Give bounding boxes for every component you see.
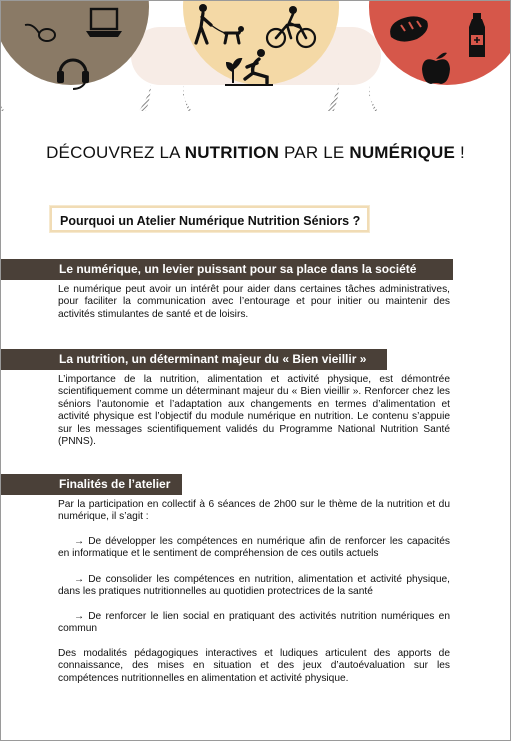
person-walking-dog-icon xyxy=(193,3,245,47)
list-item xyxy=(58,536,450,561)
header-illustration-band xyxy=(1,1,510,101)
bottle-icon xyxy=(465,11,489,61)
laptop-icon xyxy=(85,7,123,41)
page-title xyxy=(1,143,510,163)
section-heading-numerique: Le numérique, un levier puissant pour sa place dans la société xyxy=(1,259,453,280)
title-prefix: DÉCOUVREZ LA xyxy=(46,143,185,162)
list-item-text: De renforcer le lien social en pratiquant des activités nutrition numériques en commun xyxy=(58,611,450,635)
section-closing-text: Des modalités pédagogiques interactives et ludiques articulent des apports de connaissance, des mises en situation et des jeux d’autoévaluation sur les compétences nutritionnelles en alimentation et activité physique. xyxy=(58,648,450,684)
section-text-nutrition: L’importance de la nutrition, alimentation et activité physique, est démontrée scientifiquement comme un déterminant majeur du « Bien vieillir ». Renforcer chez les séniors l’autonomie et l’adaptation aux changements en termes d’alimentation et activité physique est l’objectif du module numérique en nutrition. Le contenu s’appuie sur les messages scientifiquement validés du Programme National Nutrition Santé (PNNS). xyxy=(58,374,450,448)
title-suffix: ! xyxy=(455,143,465,162)
list-item-text: De consolider les compétences en nutrition, alimentation et activité physique, dans les pratiques nutritionnelles au quotidien protectrices de la santé xyxy=(58,574,450,598)
list-item xyxy=(58,611,450,636)
arrow-right-icon: → xyxy=(74,611,85,622)
question-box: Pourquoi un Atelier Numérique Nutrition Séniors ? xyxy=(50,206,369,232)
person-cycling-icon xyxy=(265,5,317,49)
list-item xyxy=(58,574,450,599)
section-heading-nutrition: La nutrition, un déterminant majeur du « Bien vieillir » xyxy=(1,349,387,370)
arrow-right-icon: → xyxy=(74,574,85,585)
list-item-text: De développer les compétences en numérique afin de renforcer les capacités en informatique et le sentiment de compréhension de ces outils actuels xyxy=(58,536,450,560)
title-keyword-numerique: NUMÉRIQUE xyxy=(349,143,456,162)
arrow-right-icon: → xyxy=(74,536,85,547)
section-heading-finalites: Finalités de l’atelier xyxy=(1,474,182,495)
computer-mouse-icon xyxy=(23,21,57,45)
headset-icon xyxy=(55,49,91,91)
section-text-numerique: Le numérique peut avoir un intérêt pour aider dans certaines tâches administratives, pour faciliter la communication avec l’entourage et pour initier ou maintenir des activités stimulantes de santé et de loisirs. xyxy=(58,284,450,320)
title-middle: PAR LE xyxy=(279,143,350,162)
apple-icon xyxy=(419,49,453,87)
section-intro-finalites: Par la participation en collectif à 6 séances de 2h00 sur le thème de la nutrition et du numérique, il s’agit : xyxy=(58,499,450,523)
person-gardening-icon xyxy=(223,47,277,87)
title-keyword-nutrition: NUTRITION xyxy=(184,143,280,162)
bread-icon xyxy=(387,11,431,45)
